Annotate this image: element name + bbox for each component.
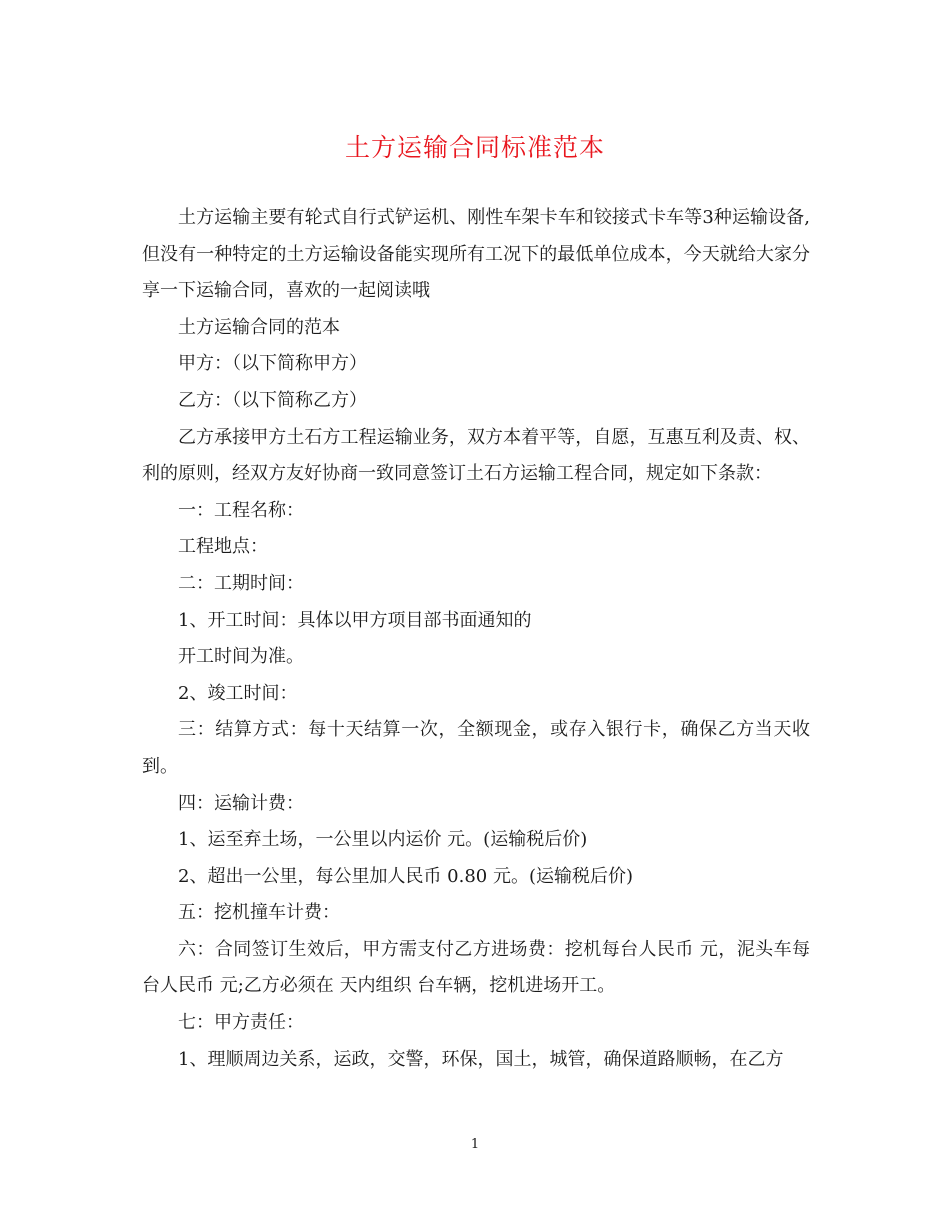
page-number: 1 [470,1137,480,1152]
paragraph-settlement: 三：结算方式：每十天结算一次，全额现金，或存入银行卡，确保乙方当天收到。 [142,719,810,777]
paragraph-contract-heading: 土方运输合同的范本 [178,316,340,338]
paragraph-party-a: 甲方：（以下简称甲方） [178,353,367,375]
paragraph-start-time-cont: 开工时间为准。 [178,646,304,668]
paragraph-duty-1: 1、理顺周边关系，运政，交警，环保，国土，城管，确保道路顺畅，在乙方 [178,1048,784,1070]
paragraph-fee-1: 1、运至弃土场，一公里以内运价 元。(运输税后价) [178,829,588,851]
paragraph-project-name: 一：工程名称： [178,499,304,521]
paragraph-excavator-fees: 五：挖机撞车计费： [178,902,340,924]
document-title: 土方运输合同标准范本 [344,133,605,162]
paragraph-schedule: 二：工期时间： [178,572,304,594]
paragraph-fee-2: 2、超出一公里，每公里加人民币 0.80 元。(运输税后价) [178,865,634,887]
paragraph-transport-fees: 四：运输计费： [178,792,304,814]
paragraph-party-b: 乙方：（以下简称乙方） [178,389,367,411]
paragraph-entry-fee: 六：合同签订生效后，甲方需支付乙方进场费：挖机每台人民币 元，泥头车每台人民币 元;乙方必须在 天内组织 台车辆，挖机进场开工。 [142,938,810,997]
paragraph-project-location: 工程地点： [178,536,268,558]
paragraph-start-time: 1、开工时间：具体以甲方项目部书面通知的 [178,609,532,631]
document-body [142,200,810,1078]
paragraph-intro: 土方运输主要有轮式自行式铲运机、刚性车架卡车和铰接式卡车等3种运输设备,但没有一种特定的土方运输设备能实现所有工况下的最低单位成本，今天就给大家分享一下运输合同，喜欢的一起阅读哦 [142,207,810,302]
paragraph-completion-time: 2、竣工时间： [178,682,298,704]
paragraph-preamble: 乙方承接甲方土石方工程运输业务，双方本着平等，自愿，互惠互利及责、权、利的原则，经双方友好协商一致同意签订土石方运输工程合同，规定如下条款： [142,426,810,485]
paragraph-party-a-duty: 七：甲方责任： [178,1012,304,1034]
